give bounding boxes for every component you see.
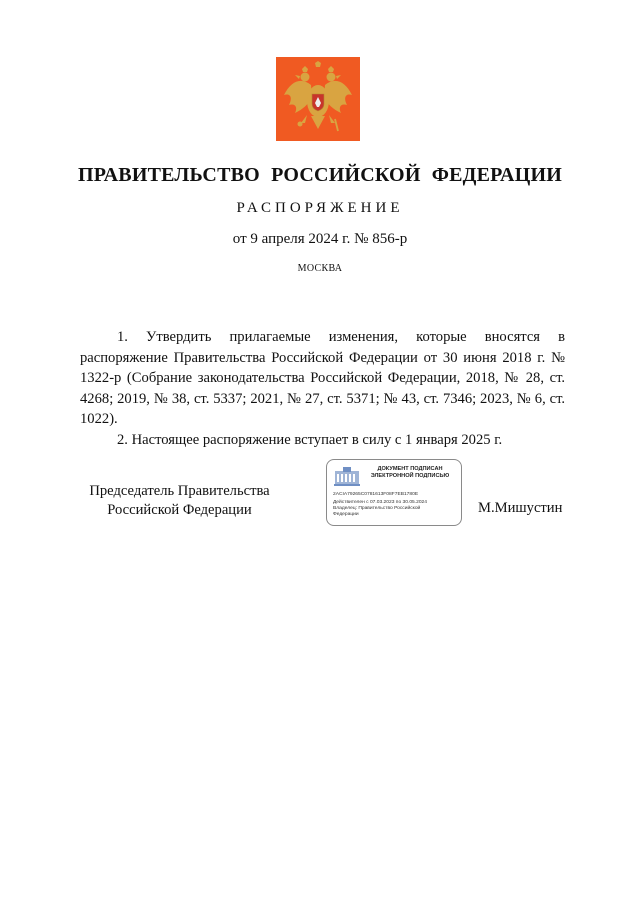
document-type: РАСПОРЯЖЕНИЕ xyxy=(236,200,404,216)
signer-position-line-1: Председатель Правительства xyxy=(89,483,270,499)
document-date-number: от 9 апреля 2024 г. № 856-р xyxy=(232,231,408,247)
stamp-heading-line-2: ЭЛЕКТРОННОЙ ПОДПИСЬЮ xyxy=(370,473,450,480)
stamp-owner-line-2: Федерации xyxy=(333,512,359,517)
government-building-icon xyxy=(334,466,360,486)
government-title: ПРАВИТЕЛЬСТВО РОССИЙСКОЙ ФЕДЕРАЦИИ xyxy=(78,164,562,186)
coat-of-arms-icon xyxy=(276,57,360,141)
document-city: МОСКВА xyxy=(297,263,343,274)
electronic-signature-stamp xyxy=(326,459,462,526)
signer-position-line-2: Российской Федерации xyxy=(107,502,252,518)
signer-name: М.Мишустин xyxy=(478,500,563,516)
stamp-owner-line-1: Владелец: Правительство Российской xyxy=(333,506,421,511)
paragraph-2: 2. Настоящее распоряжение вступает в силу с 1 января 2025 г. xyxy=(117,431,503,448)
document-body xyxy=(80,327,565,450)
signer-position xyxy=(72,482,287,520)
paragraph-1: 1. Утвердить прилагаемые изменения, которые вносятся в распоряжение Правительства Российской Федерации от 30 июня 2018 г. № 1322-р (Собрание законодательства Российской Федерации, 2018, № 28, ст. 4268; 2019, № 38, ст. 5337; 2021, № 27, ст. 5371; № 43, ст. 7346; 2023, № 6, ст. 1022). xyxy=(80,329,565,427)
double-headed-eagle-icon xyxy=(281,61,355,137)
stamp-certificate: 2ACIA79265C0781613F08F7EB1780E xyxy=(333,492,419,497)
stamp-heading-line-1: ДОКУМЕНТ ПОДПИСАН xyxy=(377,466,443,472)
stamp-heading xyxy=(361,466,459,480)
stamp-validity: Действителен с 07.03.2023 по 30.05.2024 xyxy=(333,500,427,505)
